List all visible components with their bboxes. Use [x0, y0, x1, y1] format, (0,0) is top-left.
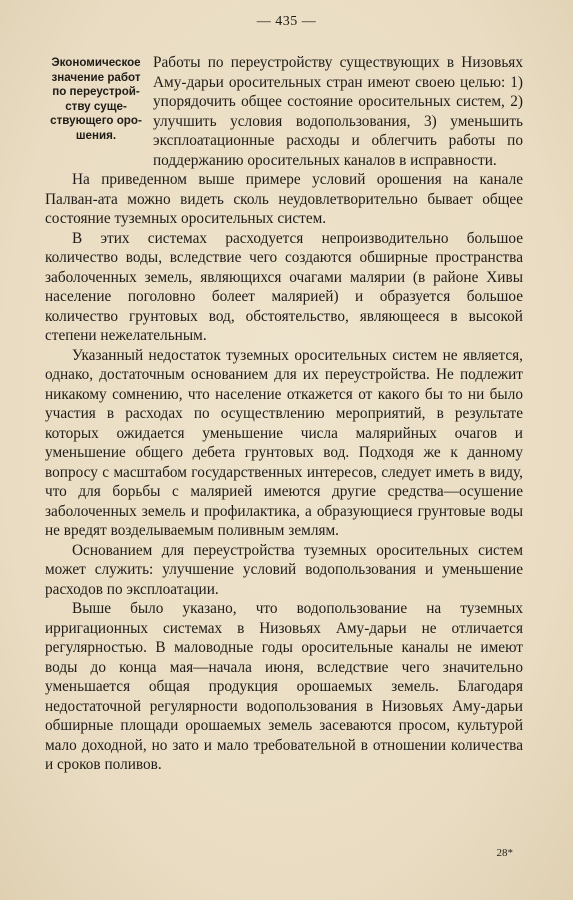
body-text [45, 53, 523, 775]
margin-note-line: шения. [75, 128, 117, 142]
paragraph: Основанием для переустройства туземных оросительных систем может служить: улучшение условий водопользования и уменьшение расходов по эксплоатации. [45, 541, 523, 598]
paragraph: Работы по переустройству существующих в Низовьях Аму-дарьи оросительных стран имеют своею целью: 1) упорядочить общее состояние оросительных систем, 2) улучшить условия водопользования, 3) уменьшить эксплоатационные расходы и облегчить работы по поддержанию оросительных каналов в исправности. [153, 54, 523, 169]
paragraph: Указанный недостаток туземных оросительных систем не является, однако, достаточным основанием для их переустройства. Не подлежит никакому сомнению, что население откажется от какого бы то ни было участия в расходах по осуществлению мероприятий, в результате которых ожидается уменьшение числа малярийных очагов и уменьшение общего дебета грунтовых вод. Подходя же к данному вопросу с масштабом государственных интересов, следует иметь в виду, что для борьбы с малярией имеются другие средства—осушение заболоченных земель и профилактика, а образующиеся грунтовые воды не вредят возделываемым поливным землям. [45, 346, 523, 539]
margin-note-line: по переустрой- [52, 85, 140, 99]
paragraph: Выше было указано, что водопользование на туземных ирригационных системах в Низовьях Аму-дарьи не отличается регулярностью. В маловодные годы оросительные каналы не имеют воды до конца мая—начала июня, вследствие чего значительно уменьшается общая продукция орошаемых земель. Благодаря недостаточной регулярности водопользования в Низовьях Аму-дарьи обширные площади орошаемых земель засеваются просом, культурой мало доходной, но зато и мало требовательной в отношении количества и сроков поливов. [45, 600, 523, 773]
margin-note-line: значение работ [51, 70, 141, 84]
page-number: — 435 — [256, 14, 317, 29]
margin-note-line: ству суще- [65, 99, 127, 113]
margin-note-line: Экономическое [51, 56, 141, 69]
signature-mark: 28* [496, 847, 513, 859]
paragraph: В этих системах расходуется непроизводительно большое количество воды, вследствие чего создаются обширные пространства заболоченных земель, являющихся очагами малярии (в районе Хивы население поголовно болеет малярией) и образуется большое количество грунтовых вод, обстоятельство, являющееся в высокой степени нежелательным. [45, 229, 523, 344]
paragraph: На приведенном выше примере условий орошения на канале Палван-ата можно видеть сколь неудовлетворительно бывает общее состояние туземных оросительных систем. [45, 171, 523, 227]
margin-note-spacer [45, 53, 153, 170]
margin-note-line: ствующего оро- [50, 114, 142, 128]
